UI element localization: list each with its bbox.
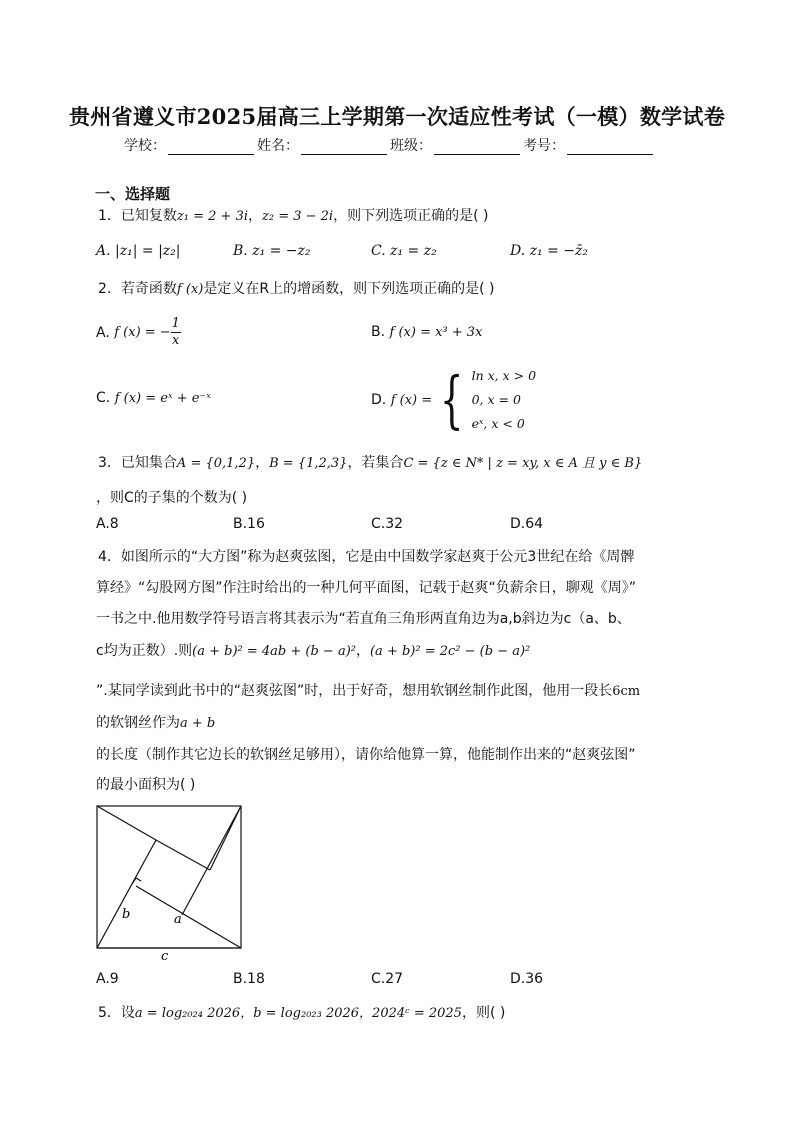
inner-square-edge [97, 806, 156, 840]
chord-line [97, 840, 156, 948]
question-2-option-c: C. f (x) = eˣ + e⁻ˣ [96, 390, 211, 406]
question-2-option-d: D. f (x) = { ln x, x > 0 0, x = 0 eˣ, x < 0 [371, 363, 537, 436]
question-5-number: 5． [98, 1005, 121, 1021]
school-blank[interactable] [168, 140, 254, 155]
class-blank[interactable] [434, 140, 520, 155]
inner-square-edge [210, 806, 241, 870]
label-a: a [174, 912, 182, 927]
question-3-stem: 3．已知集合A = {0,1,2}，B = {1,2,3}，若集合C = {z ∈ N* | z = xy, x ∈ A 且 y ∈ B} [98, 455, 643, 471]
outer-square [97, 806, 241, 948]
question-1-number: 1． [98, 208, 121, 224]
question-5-stem: 5．设a = log₂₀₂₄ 2026，b = log₂₀₂₃ 2026，2024ᶜ = 2025，则( ) [98, 1005, 506, 1021]
question-4-option-b: B.18 [233, 971, 265, 987]
piecewise-cases: ln x, x > 0 0, x = 0 eˣ, x < 0 [471, 368, 537, 431]
question-4-line-1: 4．如图所示的“大方图”称为赵爽弦图，它是由中国数学家赵爽于公元3世纪在给《周髀 [98, 549, 635, 565]
label-b: b [122, 907, 131, 922]
inner-square-edge [156, 840, 210, 870]
question-1-option-a: A. |z₁| = |z₂| [96, 243, 181, 259]
left-brace-icon: { [440, 363, 464, 436]
question-2-number: 2． [98, 281, 121, 297]
fraction: $\frac{1}{x}$ [171, 316, 180, 348]
class-label: 班级： [390, 138, 432, 154]
name-label: 姓名： [257, 138, 299, 154]
right-angle-marker [132, 878, 141, 884]
question-1-option-b: B. z₁ = −z₂ [233, 243, 311, 259]
question-3-option-a: A.8 [96, 516, 119, 532]
zhao-shuang-diagram [90, 800, 250, 965]
question-4-number: 4． [98, 549, 121, 565]
label-c: c [161, 949, 169, 964]
question-2-option-a: A. f (x) = − $\frac{1}{x}$ [96, 316, 180, 348]
student-info-row [124, 135, 656, 155]
question-4-line-5: ”.某同学读到此书中的“赵爽弦图”时，出于好奇，想用软钢丝制作此图，他用一段长6cm [96, 683, 641, 699]
section-heading: 一、选择题 [95, 185, 171, 203]
question-3-number: 3． [98, 455, 121, 471]
question-4-line-2: 算经》“勾股网方图”作注时给出的一种几何平面图，记载于赵爽“负薪余日，聊观《周》” [96, 580, 637, 596]
exam-number-blank[interactable] [567, 140, 653, 155]
inner-square-edge [136, 886, 241, 948]
exam-number-label: 考号： [523, 138, 565, 154]
question-4-line-7: 的长度（制作其它边长的软钢丝足够用），请你给他算一算，他能制作出来的“赵爽弦图” [96, 747, 636, 763]
question-4-option-a: A.9 [96, 971, 119, 987]
question-3-option-c: C.32 [371, 516, 404, 532]
question-3-option-d: D.64 [510, 516, 544, 532]
question-4-option-d: D.36 [510, 971, 544, 987]
question-3-stem-cont: ，则C的子集的个数为( ) [96, 490, 248, 506]
question-4-line-8: 的最小面积为( ) [96, 777, 196, 793]
school-label: 学校： [124, 138, 166, 154]
question-4-option-c: C.27 [371, 971, 404, 987]
question-2-stem: 2．若奇函数f (x)是定义在R上的增函数，则下列选项正确的是( ) [98, 281, 495, 297]
question-1-option-c: C. z₁ = z₂ [371, 243, 437, 259]
exam-title: 贵州省遵义市2025届高三上学期第一次适应性考试（一模）数学试卷 [68, 104, 726, 129]
chord-line [182, 806, 241, 915]
question-2-option-b: B. f (x) = x³ + 3x [371, 324, 483, 340]
question-4-line-3: 一书之中.他用数学符号语言将其表示为“若直角三角形两直角边为a,b斜边为c（a、b、 [96, 611, 631, 627]
question-4-line-6: 的软钢丝作为a + b [96, 715, 216, 731]
question-3-option-b: B.16 [233, 516, 265, 532]
name-blank[interactable] [301, 140, 387, 155]
question-1-option-d: D. z₁ = −z̄₂ [510, 243, 588, 259]
question-4-line-4: c均为正数）.则(a + b)² = 4ab + (b − a)²，(a + b)² = 2c² − (b − a)² [96, 643, 531, 659]
question-1-stem: 1．已知复数z₁ = 2 + 3i，z₂ = 3 − 2i，则下列选项正确的是( ) [98, 208, 489, 224]
